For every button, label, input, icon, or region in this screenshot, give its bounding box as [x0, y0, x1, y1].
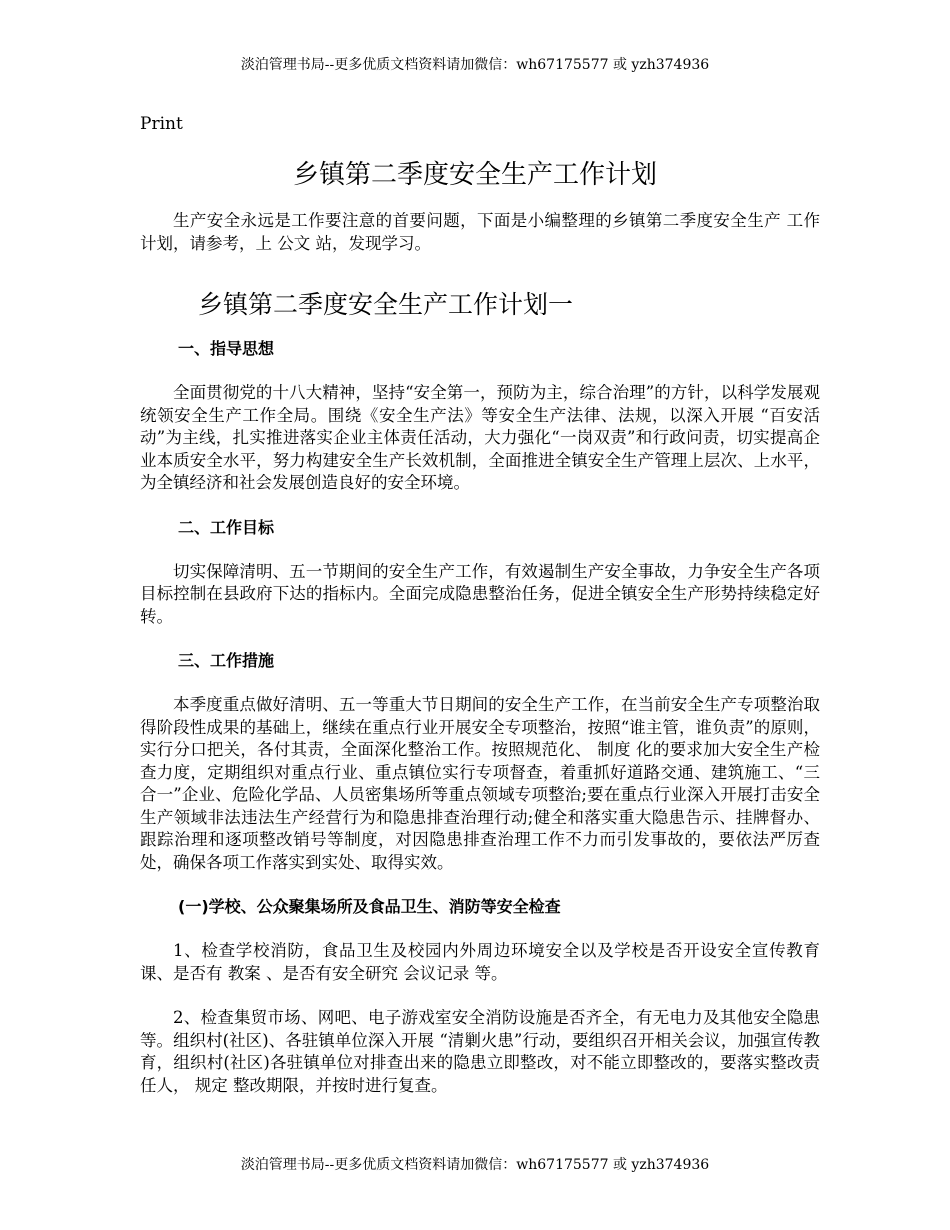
plan-subtitle: 乡镇第二季度安全生产工作计划一 — [198, 290, 574, 319]
section-paragraph: 切实保障清明、五一节期间的安全生产工作，有效遏制生产安全事故，力争安全生产各项目标控制在县政府下达的指标内。全面完成隐患整治任务，促进全镇安全生产形势持续稳定好转。 — [140, 561, 820, 626]
section-heading: 二、工作目标 — [178, 517, 275, 537]
section-school-inspection — [140, 896, 820, 985]
section-paragraph: 本季度重点做好清明、五一等重大节日期间的安全生产工作，在当前安全生产专项整治取得阶段性成果的基础上，继续在重点行业开展安全专项整治，按照“谁主管，谁负责”的原则，实行分口把关，各付其责，全面深化整治工作。按照规范化、 制度 化的要求加大安全生产检查力度，定期组织对重点行业、重点镇位实行专项督查，着重抓好道路交通、建筑施工、“三合一”企业、危险化学品、人员密集场所等重点领域专项整治;要在重点行业深入开展打击安全生产领域非法违法生产经营行为和隐患排查治理行动;健全和落实重大隐患告示、挂牌督办、跟踪治理和逐项整改销号等制度，对因隐患排查治理工作不力而引发事故的，要依法严厉查处，确保各项工作落实到实处、取得实效。 — [140, 695, 820, 872]
section-paragraph: 全面贯彻党的十八大精神，坚持“安全第一，预防为主，综合治理”的方针，以科学发展观统领安全生产工作全局。围绕《安全生产法》等安全生产法律、法规，以深入开展 “百安活动”为主线，扎实推进落实企业主体责任活动，大力强化“一岗双责”和行政问责，切实提高企业本质安全水平，努力构建安全生产长效机制，全面推进全镇安全生产管理上层次、上水平，为全镇经济和社会发展创造良好的安全环境。 — [140, 383, 820, 492]
section-heading: 一、指导思想 — [178, 339, 275, 358]
section-paragraph: 1、检查学校消防，食品卫生及校园内外周边环境安全以及学校是否开设安全宣传教育课、是否有 教案 、是否有安全研究 会议记录 等。 — [140, 941, 820, 983]
page-header: 淡泊管理书局--更多优质文档资料请加微信：wh67175577 或 yzh374936 — [240, 57, 710, 73]
document-body — [140, 210, 820, 1097]
intro-paragraph: 生产安全永远是工作要注意的首要问题，下面是小编整理的乡镇第二季度安全生产 工作计划，请参考，上 公文 站，发现学习。 — [140, 211, 820, 253]
section-heading: (一)学校、公众聚集场所及食品卫生、消防等安全检查 — [178, 897, 561, 916]
section-guiding-ideology — [140, 338, 820, 495]
print-label: Print — [140, 114, 183, 134]
section-work-measures — [140, 650, 820, 874]
document-title: 乡镇第二季度安全生产工作计划 — [292, 160, 657, 190]
closing-paragraph: 2、检查集贸市场、网吧、电子游戏室安全消防设施是否齐全，有无电力及其他安全隐患等。组织村(社区)、各驻镇单位深入开展 “清剿火患”行动，要组织召开相关会议，加强宣传教育，组织村(社区)各驻镇单位对排查出来的隐患立即整改，对不能立即整改的，要落实整改责任人， 规定 整改期限，并按时进行复查。 — [140, 1008, 820, 1095]
page-footer: 淡泊管理书局--更多优质文档资料请加微信：wh67175577 或 yzh374936 — [240, 1157, 710, 1173]
section-heading: 三、工作措施 — [178, 651, 275, 670]
section-work-goals — [140, 517, 820, 629]
